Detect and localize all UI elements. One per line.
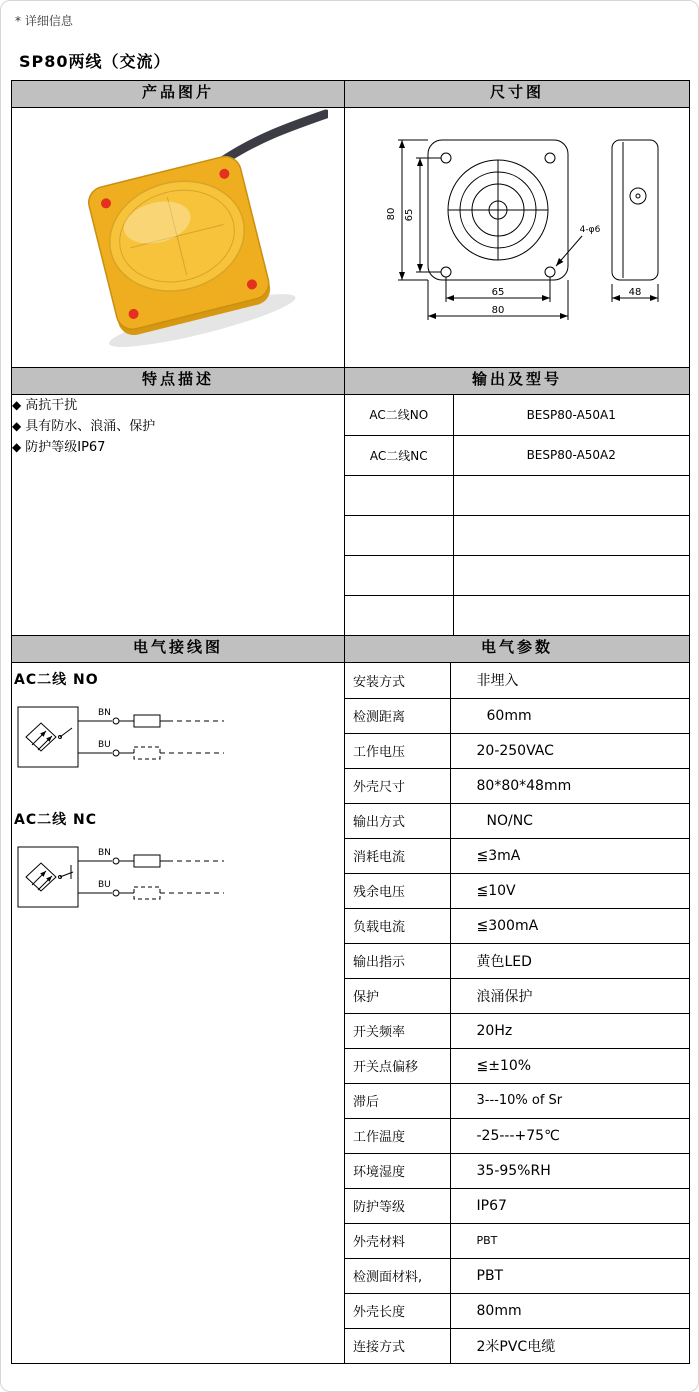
dim-front-width: 80	[491, 305, 504, 316]
mounting-hole	[441, 153, 451, 163]
param-value: ≦3mA	[450, 838, 689, 873]
param-row	[345, 1293, 689, 1328]
param-row	[345, 1223, 689, 1258]
no-contact-symbol	[60, 728, 72, 737]
param-value: ≦±10%	[450, 1048, 689, 1083]
outputs-cell	[345, 395, 690, 636]
param-name: 外壳材料	[345, 1223, 450, 1258]
output-row	[345, 395, 689, 435]
output-model	[453, 475, 689, 515]
param-row	[345, 908, 689, 943]
features-header: 特点描述	[12, 368, 345, 395]
terminal-dot	[113, 750, 119, 756]
feature-text: 具有防水、浪涌、保护	[25, 419, 156, 434]
param-row	[345, 1118, 689, 1153]
output-row	[345, 515, 689, 555]
param-name: 开关点偏移	[345, 1048, 450, 1083]
header-row-3	[12, 636, 690, 663]
bu-wire-label: BU	[98, 880, 111, 890]
param-value: IP67	[450, 1188, 689, 1223]
param-row	[345, 698, 689, 733]
product-photo	[28, 108, 328, 348]
param-value: 浪涌保护	[450, 978, 689, 1013]
feature-item	[12, 437, 344, 458]
spec-table	[11, 80, 690, 1364]
params-cell	[345, 663, 690, 1364]
wiring-diagram-no	[12, 691, 302, 787]
feature-text: 防护等级IP67	[25, 440, 106, 455]
output-model: BESP80-A50A1	[453, 395, 689, 435]
terminal-dot	[113, 890, 119, 896]
params-table	[345, 663, 689, 1363]
param-name: 保护	[345, 978, 450, 1013]
features-output-row	[12, 395, 690, 636]
side-view-outline	[612, 140, 658, 280]
product-image-header: 产品图片	[12, 81, 345, 108]
params-header: 电气参数	[345, 636, 690, 663]
wiring-header: 电气接线图	[12, 636, 345, 663]
outputs-table	[345, 395, 689, 635]
param-name: 检测距离	[345, 698, 450, 733]
header-row-1	[12, 81, 690, 108]
param-value: 20Hz	[450, 1013, 689, 1048]
detail-note: * 详细信息	[15, 14, 73, 28]
param-row	[345, 733, 689, 768]
param-row	[345, 1048, 689, 1083]
header-row-2	[12, 368, 690, 395]
output-model: BESP80-A50A2	[453, 435, 689, 475]
mounting-hole	[441, 267, 451, 277]
param-row	[345, 1153, 689, 1188]
param-value: NO/NC	[450, 803, 689, 838]
param-name: 防护等级	[345, 1188, 450, 1223]
load-symbol-dashed	[134, 747, 160, 759]
diamond-bullet-icon: ◆	[12, 419, 22, 433]
output-model	[453, 515, 689, 555]
param-value: 35-95%RH	[450, 1153, 689, 1188]
feature-text: 高抗干扰	[25, 398, 78, 413]
output-model	[453, 555, 689, 595]
param-value: 黄色LED	[450, 943, 689, 978]
wiring-nc-label: AC二线 NC	[14, 812, 97, 828]
param-name: 负载电流	[345, 908, 450, 943]
param-value: PBT	[450, 1223, 689, 1258]
feature-item	[12, 395, 344, 416]
output-header: 输出及型号	[345, 368, 690, 395]
param-name: 外壳尺寸	[345, 768, 450, 803]
param-name: 消耗电流	[345, 838, 450, 873]
param-value: 非埋入	[450, 663, 689, 698]
param-value: ≦10V	[450, 873, 689, 908]
sensor-box	[18, 847, 78, 907]
image-row	[12, 108, 690, 368]
diamond-bullet-icon: ◆	[12, 398, 22, 412]
param-value: 60mm	[450, 698, 689, 733]
param-row	[345, 838, 689, 873]
output-row	[345, 595, 689, 635]
output-type	[345, 555, 453, 595]
sensor-body	[72, 148, 299, 348]
param-row	[345, 663, 689, 698]
dimension-header: 尺寸图	[345, 81, 690, 108]
dim-hole-spacing-v: 65	[403, 208, 415, 222]
param-row	[345, 1258, 689, 1293]
output-row	[345, 555, 689, 595]
param-row	[345, 978, 689, 1013]
param-name: 安装方式	[345, 663, 450, 698]
page-title: SP80两线（交流）	[19, 52, 171, 71]
param-name: 环境湿度	[345, 1153, 450, 1188]
output-type	[345, 475, 453, 515]
mounting-hole	[545, 153, 555, 163]
feature-item	[12, 416, 344, 437]
param-row	[345, 1188, 689, 1223]
param-value: -25---+75℃	[450, 1118, 689, 1153]
load-symbol-dashed	[134, 887, 160, 899]
param-row	[345, 873, 689, 908]
dimension-cell	[345, 108, 690, 368]
terminal-dot	[113, 718, 119, 724]
param-name: 外壳长度	[345, 1293, 450, 1328]
param-name: 残余电压	[345, 873, 450, 908]
param-name: 工作电压	[345, 733, 450, 768]
load-symbol	[134, 715, 160, 727]
cable-icon	[224, 114, 326, 160]
param-row	[345, 1013, 689, 1048]
bn-wire-label: BN	[98, 848, 111, 858]
param-name: 开关频率	[345, 1013, 450, 1048]
param-value: 80*80*48mm	[450, 768, 689, 803]
param-value: 20-250VAC	[450, 733, 689, 768]
product-image-cell	[12, 108, 345, 368]
dim-depth: 48	[628, 287, 641, 298]
param-row	[345, 768, 689, 803]
param-row	[345, 1328, 689, 1363]
mounting-hole	[545, 267, 555, 277]
bu-wire-label: BU	[98, 740, 111, 750]
sensor-box	[18, 707, 78, 767]
wiring-cell	[12, 663, 345, 1364]
param-row	[345, 943, 689, 978]
param-name: 连接方式	[345, 1328, 450, 1363]
diamond-bullet-icon: ◆	[12, 440, 22, 454]
param-value: 2米PVC电缆	[450, 1328, 689, 1363]
output-model	[453, 595, 689, 635]
output-type	[345, 515, 453, 555]
param-value: 3---10% of Sr	[450, 1083, 689, 1118]
param-value: PBT	[450, 1258, 689, 1293]
param-name: 检测面材料,	[345, 1258, 450, 1293]
bn-wire-label: BN	[98, 708, 111, 718]
output-row	[345, 475, 689, 515]
output-type: AC二线NO	[345, 395, 453, 435]
dim-hole-spacing-h: 65	[491, 287, 504, 298]
wiring-diagram-nc	[12, 831, 302, 927]
param-name: 工作温度	[345, 1118, 450, 1153]
wiring-params-row	[12, 663, 690, 1364]
dimension-drawing	[350, 108, 685, 358]
param-row	[345, 803, 689, 838]
dim-holes-callout: 4-φ6	[579, 225, 600, 235]
load-symbol	[134, 855, 160, 867]
output-row	[345, 435, 689, 475]
param-row	[345, 1083, 689, 1118]
dim-front-height: 80	[385, 207, 397, 221]
features-cell	[12, 395, 345, 636]
output-type: AC二线NC	[345, 435, 453, 475]
param-name: 输出方式	[345, 803, 450, 838]
wiring-no-label: AC二线 NO	[14, 672, 99, 688]
terminal-dot	[113, 858, 119, 864]
output-type	[345, 595, 453, 635]
param-name: 输出指示	[345, 943, 450, 978]
param-name: 滞后	[345, 1083, 450, 1118]
param-value: 80mm	[450, 1293, 689, 1328]
param-value: ≦300mA	[450, 908, 689, 943]
